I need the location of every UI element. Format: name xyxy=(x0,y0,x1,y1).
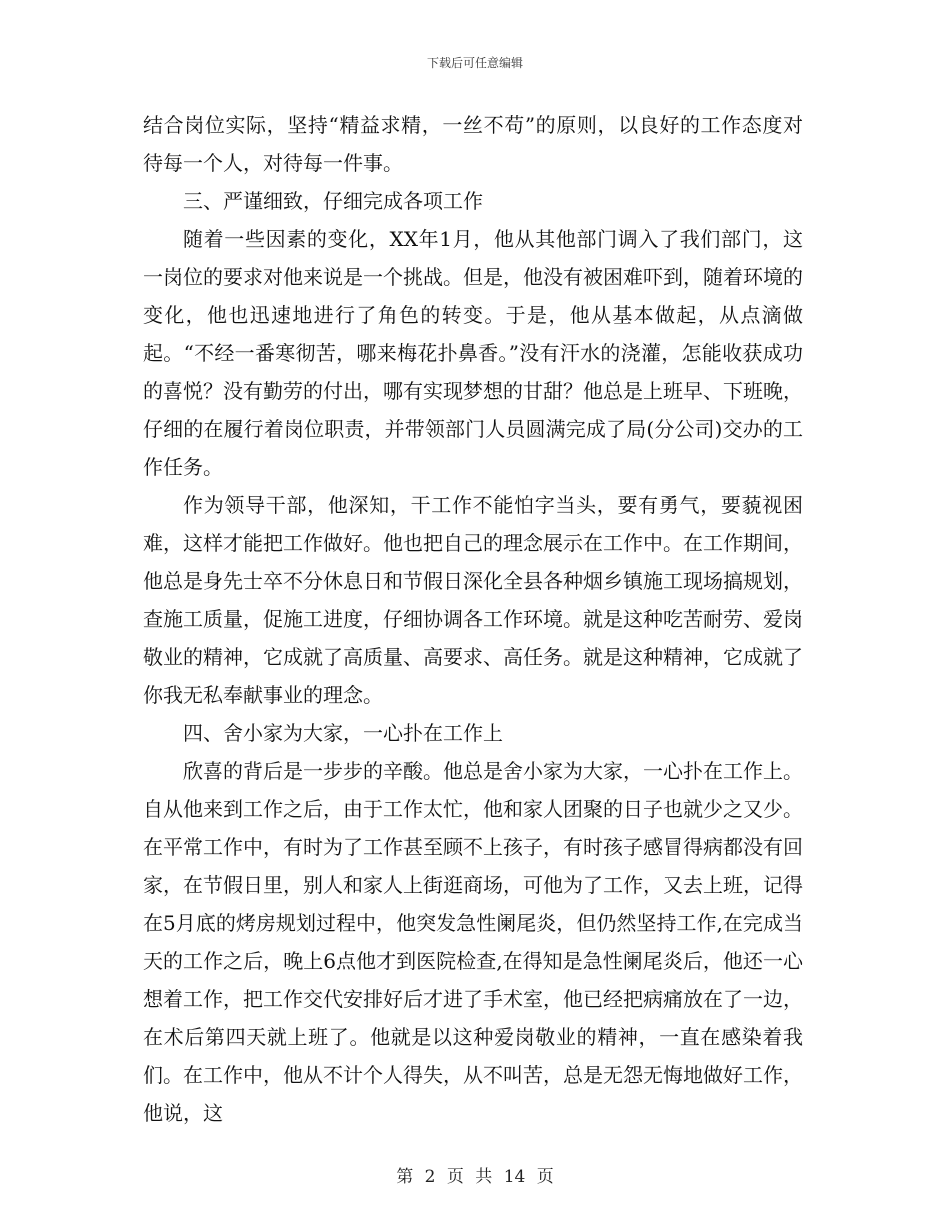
paragraph: 欣喜的背后是一步步的辛酸。他总是舍小家为大家，一心扑在工作上。自从他来到工作之后，由于工作太忙，他和家人团聚的日子也就少之又少。在平常工作中，有时为了工作甚至顾不上孩子，有时孩子感冒得病都没有回家，在节假日里，别人和家人上街逛商场，可他为了工作，又去上班，记得在5月底的烤房规划过程中，他突发急性阑尾炎，但仍然坚持工作,在完成当天的工作之后，晚上6点他才到医院检查,在得知是急性阑尾炎后，他还一心想着工作，把工作交代安排好后才进了手术室，他已经把病痛放在了一边，在术后第四天就上班了。他就是以这种爱岗敬业的精神，一直在感染着我们。在工作中，他从不计个人得失，从不叫苦，总是无怨无悔地做好工作，他说，这 xyxy=(143,759,803,1125)
page-number-footer: 第 2 页 共 14 页 xyxy=(396,1167,554,1187)
page-header-note: 下载后可任意编辑 xyxy=(426,56,523,70)
section-heading-3: 三、严谨细致，仔细完成各项工作 xyxy=(183,189,483,213)
paragraph-continued: 结合岗位实际，坚持“精益求精，一丝不苟”的原则，以良好的工作态度对待每一个人，对待每一件事。 xyxy=(143,113,803,175)
section-heading-4: 四、舍小家为大家，一心扑在工作上 xyxy=(183,721,503,745)
paragraph: 作为领导干部，他深知，干工作不能怕字当头，要有勇气，要藐视困难，这样才能把工作做好。他也把自己的理念展示在工作中。在工作期间，他总是身先士卒不分休息日和节假日深化全县各种烟乡镇施工现场搞规划，查施工质量，促施工进度，仔细协调各工作环境。就是这种吃苦耐劳、爱岗敬业的精神，它成就了高质量、高要求、高任务。就是这种精神，它成就了你我无私奉献事业的理念。 xyxy=(143,493,803,707)
paragraph: 随着一些因素的变化，XX年1月，他从其他部门调入了我们部门，这一岗位的要求对他来说是一个挑战。但是，他没有被困难吓到，随着环境的变化，他也迅速地进行了角色的转变。于是，他从基本做起，从点滴做起。“不经一番寒彻苦，哪来梅花扑鼻香。”没有汗水的浇灌，怎能收获成功的喜悦？没有勤劳的付出，哪有实现梦想的甘甜？他总是上班早、下班晚，仔细的在履行着岗位职责，并带领部门人员圆满完成了局(分公司)交办的工作任务。 xyxy=(143,227,803,479)
document-body xyxy=(143,106,803,1132)
